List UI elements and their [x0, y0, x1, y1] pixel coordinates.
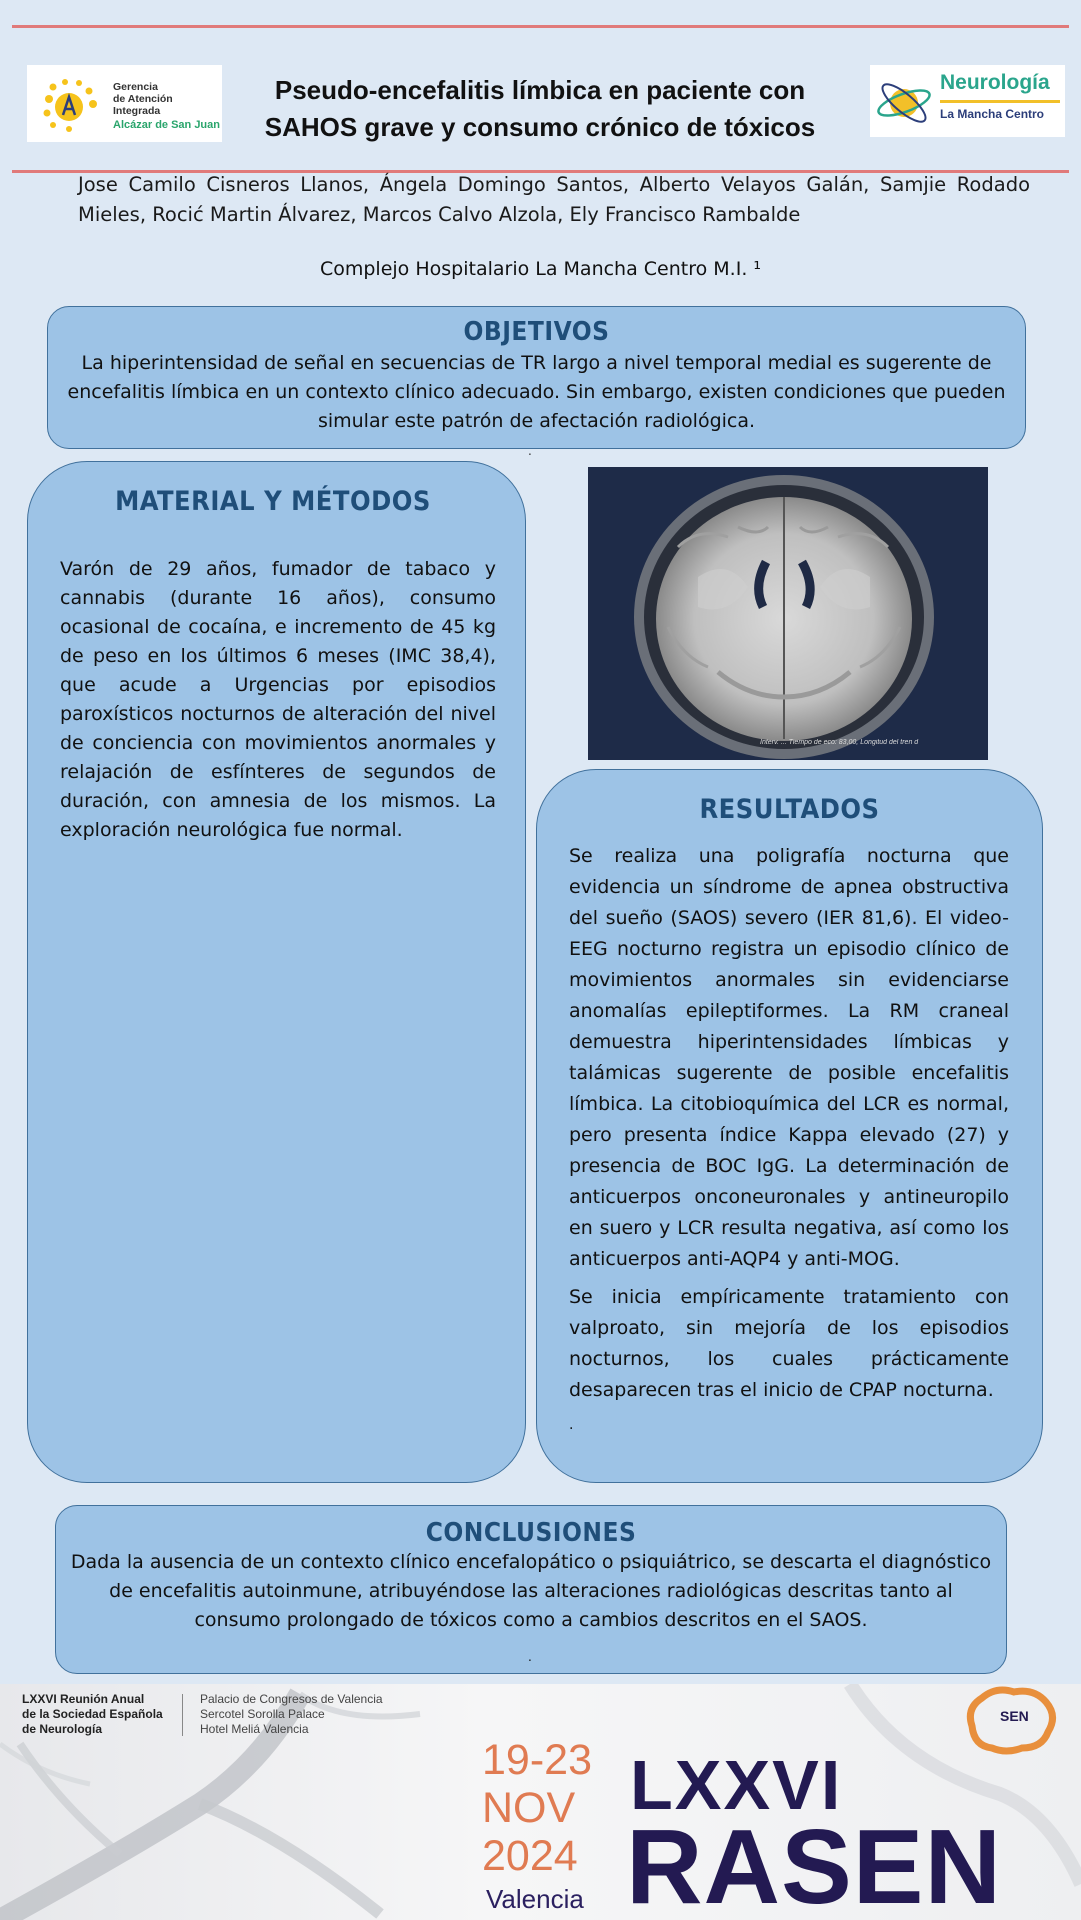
resultados-title: RESULTADOS — [699, 794, 880, 825]
gai-logo-line: Gerencia — [113, 81, 158, 93]
event-edition: LXXVI — [630, 1746, 843, 1824]
neurologia-logo — [870, 65, 1065, 137]
poster-title — [240, 72, 840, 146]
conclusiones-dot: . — [528, 1650, 532, 1664]
sen-logo-text: SEN — [1000, 1708, 1029, 1724]
brain-mri-image — [588, 467, 988, 760]
resultados-paragraph-2: Se inicia empíricamente tratamiento con valproato, sin mejoría de los episodios nocturnos, los cuales prácticamente desaparecen tras el inicio de CPAP nocturna. — [569, 1286, 1009, 1401]
resultados-paragraph-1: Se realiza una poligrafía nocturna que evidencia un síndrome de apnea obstructiva del sueño (SAOS) severo (IER 81,6). El video-EEG nocturno registra un episodio clínico de movimientos anormales sin evidenciarse anomalías epileptiformes. La RM craneal demuestra hiperintensidades límbicas y talámicas sugerente de posible encefalitis límbica. La citobioquímica del LCR es normal, pero presenta índice Kappa elevado (27) y presencia de BOC IgG. La determinación de anticuerpos onconeuronales y antineuropilo en suero y LCR resulta negativa, así como los anticuerpos anti-AQP4 y anti-MOG. — [569, 845, 1009, 1270]
gai-logo — [27, 65, 222, 142]
neurologia-logo-subtitle: La Mancha Centro — [940, 107, 1045, 121]
meeting-name — [22, 1692, 163, 1737]
material-title: MATERIAL Y MÉTODOS — [115, 486, 431, 517]
top-divider — [12, 25, 1069, 28]
objetivos-box — [47, 306, 1026, 449]
venue-line: Hotel Meliá Valencia — [200, 1722, 309, 1736]
gai-logo-line: Integrada — [113, 105, 161, 117]
conclusiones-title: CONCLUSIONES — [425, 1518, 637, 1548]
objetivos-title: OBJETIVOS — [463, 317, 610, 347]
atom-logo-icon — [874, 71, 936, 131]
meeting-dates — [482, 1736, 592, 1880]
gai-logo-text — [113, 81, 220, 131]
meeting-venues — [200, 1692, 383, 1737]
brain-mri-icon — [588, 467, 988, 760]
mri-caption: Interv. ... Tiempo de eco: 83,00, Longitud del tren d — [760, 739, 919, 746]
material-text: Varón de 29 años, fumador de tabaco y cannabis (durante 16 años), consumo ocasional de cocaína, e incremento de 45 kg de peso en los últimos 6 meses (IMC 38,4), que acude a Urgencias por episodios paroxísticos nocturnos de alteración del nivel de conciencia con movimientos anormales y relajación de esfínteres de segundos de duración, con amnesia de los mismos. La exploración neurológica fue normal. — [60, 558, 496, 841]
date-line: NOV — [482, 1784, 576, 1832]
resultados-dot: . — [569, 1417, 574, 1433]
venue-line: Palacio de Congresos de Valencia — [200, 1692, 383, 1706]
authors: Jose Camilo Cisneros Llanos, Ángela Domingo Santos, Alberto Velayos Galán, Samjie Rodado Mieles, Rocić Martin Álvarez, Marcos Calvo Alzola, Ely Francisco Rambalde — [78, 173, 1030, 226]
meeting-line: LXXVI Reunión Anual — [22, 1692, 145, 1706]
conclusiones-box — [55, 1505, 1007, 1674]
gai-logo-line: Alcázar de San Juan — [113, 119, 220, 131]
neurologia-logo-title: Neurología — [940, 71, 1050, 94]
venue-line: Sercotel Sorolla Palace — [200, 1707, 325, 1721]
resultados-box — [536, 769, 1043, 1483]
meeting-line: de la Sociedad Española — [22, 1707, 163, 1721]
title-line: SAHOS grave y consumo crónico de tóxicos — [264, 112, 816, 142]
material-box — [27, 461, 526, 1483]
meeting-line: de Neurología — [22, 1722, 103, 1736]
title-line: Pseudo-encefalitis límbica en paciente con — [274, 75, 806, 105]
date-line: 2024 — [482, 1832, 578, 1880]
sun-logo-icon — [39, 77, 99, 132]
conclusiones-text: Dada la ausencia de un contexto clínico encefalopático o psiquiátrico, se descarta el diagnóstico de encefalitis autoinmune, atribuyéndose las alteraciones radiológicas descritas tanto al consumo prolongado de tóxicos como a cambios descritos en el SAOS. — [70, 1551, 992, 1631]
logo-underline — [940, 99, 1060, 105]
gai-logo-line: de Atención — [113, 93, 173, 105]
date-line: 19-23 — [482, 1736, 592, 1784]
banner-separator — [182, 1694, 183, 1736]
event-name: RASEN — [626, 1808, 1003, 1920]
meeting-city: Valencia — [486, 1884, 584, 1914]
affiliation: Complejo Hospitalario La Mancha Centro M.I. ¹ — [319, 258, 762, 280]
separator-dot: . — [528, 444, 532, 458]
objetivos-text: La hiperintensidad de señal en secuencias de TR largo a nivel temporal medial es sugerente de encefalitis límbica en un contexto clínico adecuado. Sin embargo, existen condiciones que pueden simular este patrón de afectación radiológica. — [67, 352, 1006, 432]
congress-banner — [0, 1684, 1081, 1920]
